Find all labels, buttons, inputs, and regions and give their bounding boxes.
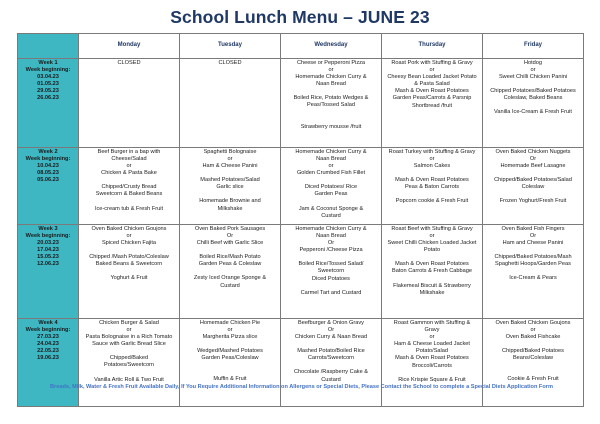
menu-line: Custard [321,212,341,219]
menu-line: Carmel Tart and Custard [300,289,362,296]
menu-line: Roast Beef with Stuffing & Gravy [391,226,473,232]
menu-spacer [80,268,178,275]
menu-spacer [181,369,279,376]
menu-cell-wednesday [281,225,382,319]
menu-line: Custard [220,282,240,289]
menu-line: Chicken Burger & Salad [99,320,159,326]
week-date: 24.04.23 [37,341,59,348]
day-header-friday: Friday [483,34,584,59]
menu-line: Potatoes/Sweetcorn [103,362,155,369]
menu-line: Roast Turkey with Stuffing & Gravy [388,149,476,155]
menu-line: Baton Carrots & Fresh Cabbage [392,268,472,275]
menu-line: CLOSED [218,60,242,66]
menu-line: CLOSED [117,60,141,66]
menu-line: Diced Potatoes [312,275,350,282]
menu-line: Mash & Oven Roast Potatoes [395,355,469,362]
menu-line: Mash & Oven Roast Potatoes [395,88,469,95]
menu-spacer [282,110,380,117]
menu-line: Chipped/Crusty Bread [101,184,157,191]
menu-line: Garden Peas/Carrots & Parsnip [392,95,472,102]
menu-line: or [328,67,334,74]
menu-spacer [484,369,582,376]
menu-cell-monday [79,319,180,407]
menu-line: Vanilla Artic Roll & Two Fruit [94,376,164,383]
menu-line: Mashed Potatoes/Salad [200,177,260,184]
menu-cell-friday [483,225,584,319]
menu-spacer [282,341,380,348]
menu-spacer [383,254,481,261]
week-date: 15.05.23 [37,254,59,261]
week-date: 03.04.23 [37,74,59,81]
week-beginning-label: Week beginning: [25,67,71,74]
menu-line: Jam & Coconut Sponge & [298,205,364,212]
menu-line: Golden Crumbed Fish Fillet [296,170,366,177]
menu-spacer [181,268,279,275]
menu-line: Mash & Oven Roast Potatoes [395,261,469,268]
day-header-tuesday: Tuesday [180,34,281,59]
menu-spacer [181,170,279,177]
menu-spacer [80,370,178,377]
menu-cell-thursday [382,59,483,148]
menu-line: Naan Bread [316,156,346,163]
menu-line: Popcorn cookie & Fresh Fruit [395,198,469,205]
menu-cell-friday [483,319,584,407]
menu-line: or [429,156,435,163]
menu-line: Garden Peas/Coleslaw [201,355,259,362]
menu-line: Cheesy Bean Loaded Jacket Potato [387,74,477,81]
menu-line: or [429,233,435,240]
menu-line: & Pasta Salad [414,81,450,88]
menu-line: Or [529,233,537,240]
menu-line: Mashed Potato/Boiled Rice [297,348,365,355]
menu-line: Chipped/Baked Potatoes [502,348,564,355]
menu-line: or [328,163,334,170]
menu-line: Carrots/Sweetcorn [307,355,355,362]
week-date: 27.03.23 [37,334,59,341]
menu-line: or [530,67,536,74]
menu-line: Coleslaw [521,184,545,191]
menu-line: Peas/Tossed Salad [307,102,355,109]
menu-line: Peas & Baton Carrots [404,184,460,191]
menu-line: Spiced Chicken Fajita [101,240,157,247]
menu-spacer [282,88,380,95]
menu-line: Strawberry mousse /fruit [300,123,362,130]
menu-line: Boiled Rice/Mash Potato [199,254,261,261]
menu-spacer [484,247,582,254]
menu-line: Broccoli/Carrots [412,362,452,369]
menu-spacer [282,362,380,369]
menu-spacer [181,341,279,348]
menu-line: Spaghetti Bolognaise [203,149,257,155]
menu-cell-wednesday [281,59,382,148]
menu-line: Chicken & Pasta Bake [101,170,157,177]
menu-spacer [181,247,279,254]
menu-spacer [484,81,582,88]
menu-line: Cheese or Pepperoni Pizza [296,60,366,66]
menu-line: Pepperoni /Cheese Pizza [299,247,363,254]
header-row [18,34,584,59]
page-title: School Lunch Menu – JUNE 23 [170,7,430,27]
week-date: 19.06.23 [37,355,59,362]
menu-line: or [530,327,536,334]
week-label-cell [18,225,79,319]
menu-line: Mash & Oven Roast Potatoes [395,177,469,184]
menu-line: Chipped Potatoes/Baked Potatoes [490,88,576,95]
menu-spacer [484,341,582,348]
menu-cell-tuesday [180,319,281,407]
menu-spacer [80,348,178,355]
week-label: Week 2 [38,149,58,155]
day-header-thursday: Thursday [382,34,483,59]
menu-spacer [80,177,178,184]
menu-line: Yoghurt & Fruit [110,275,148,282]
week-beginning-label: Week beginning: [25,327,71,334]
menu-line: Pasta Bolognaise in a Rich Tomato [85,334,173,341]
footer-note: Breads, Milk, Water & Fresh Fruit Available Daily, If You Require Additional Information on Allergens or Special Diets, Please Contact the School to complete a Special Diets Application Form [50,384,553,390]
week-date: 20.03.23 [37,240,59,247]
menu-spacer [484,191,582,198]
menu-line: Chipped/Baked Potatoes/Mash [494,254,572,261]
menu-spacer [80,199,178,206]
menu-line: Gravy [424,327,440,334]
menu-line: Homemade Chicken Pie [199,320,261,326]
menu-spacer [282,283,380,290]
menu-cell-monday [79,59,180,148]
menu-line: Homemade Chicken Curry & [295,226,367,232]
menu-line: Beans/Coleslaw [512,355,554,362]
menu-line: Muffin & Fruit [213,376,247,383]
menu-line: Zesty Iced Orange Sponge & [193,275,267,282]
menu-line: or [429,334,435,341]
menu-spacer [383,170,481,177]
menu-cell-tuesday [180,148,281,225]
menu-spacer [484,362,582,369]
menu-line: Chicken Curry & Naan Bread [294,334,368,341]
menu-line: Potato/Salad [415,348,449,355]
menu-line: Custard [321,376,341,383]
menu-line: Chocolate /Raspberry Cake & [294,369,368,376]
week-date: 26.06.23 [37,95,59,102]
menu-cell-thursday [382,225,483,319]
menu-line: Rice Krispie Square & Fruit [398,376,466,383]
menu-line: Homemade Brownie and [199,198,261,205]
menu-line: Garlic slice [216,184,244,191]
menu-cell-friday [483,148,584,225]
menu-spacer [80,247,178,254]
menu-cell-tuesday [180,59,281,148]
menu-line: Or [529,156,537,163]
menu-line: or [126,233,132,240]
menu-spacer [484,102,582,109]
menu-cell-tuesday [180,225,281,319]
menu-line: Shortbread /fruit [411,102,453,109]
menu-line: or [429,67,435,74]
menu-spacer [484,268,582,275]
week-date: 08.05.23 [37,170,59,177]
menu-spacer [282,117,380,124]
menu-line: Sauce with Garlic Bread Slice [92,341,166,348]
menu-line: Oven Baked Fish Fingers [501,226,565,232]
menu-line: Chipped/Baked Potatoes/Salad [494,177,572,184]
menu-cell-friday [483,59,584,148]
menu-line: Homemade Beef Lasagne [500,163,566,170]
menu-line: or [227,327,233,334]
week-date: 22.05.23 [37,348,59,355]
menu-table [17,33,584,407]
menu-line: Sweet Chilli Chicken Panini [498,74,568,81]
menu-line: or [126,163,132,170]
menu-line: Homemade Chicken Curry & [295,149,367,155]
menu-line: Milkshake [217,205,243,212]
week-date: 17.04.23 [37,247,59,254]
menu-line: Roast Gammon with Stuffing & [393,320,471,326]
menu-line: Boiled Rice, Potato Wedges & [293,95,369,102]
menu-cell-monday [79,225,180,319]
week-date: 10.04.23 [37,163,59,170]
menu-line: Hotdog [523,60,543,66]
week-label: Week 3 [38,226,58,232]
week-row [18,225,584,319]
menu-spacer [484,170,582,177]
menu-line: Flakemeal Biscuit & Strawberry [393,282,471,289]
corner-cell [18,34,79,59]
menu-line: Garden Peas [314,191,348,198]
menu-line: Salmon Cakes [413,163,451,170]
day-header-monday: Monday [79,34,180,59]
menu-line: Cookie & Fresh Fruit [507,376,559,383]
menu-line: Beef Burger in a bap with [97,149,161,155]
menu-spacer [282,177,380,184]
menu-line: Ice-Cream & Pears [509,275,557,282]
menu-line: Margherita Pizza slice [202,334,258,341]
menu-line: Or [226,233,234,240]
menu-line: or [126,327,132,334]
menu-line: Chilli Beef with Garlic Slice [196,240,264,247]
week-row [18,148,584,225]
menu-line: Naan Bread [316,233,346,240]
menu-line: Chipped/Baked [109,355,149,362]
menu-spacer [383,276,481,283]
menu-line: Potato [423,247,441,254]
menu-line: Coleslaw, Baked Beans [503,95,563,102]
menu-line: Boiled Rice/Tossed Salad/ [298,261,364,268]
week-date: 05.06.23 [37,177,59,184]
menu-line: Oven Baked Chicken Goujons [495,320,571,326]
menu-cell-wednesday [281,148,382,225]
menu-line: Spaghetti Hoops/Garden Peas [495,261,571,268]
menu-line: Homemade Chicken Curry & [295,74,367,81]
menu-line: Oven Baked Pork Sausages [194,226,266,232]
week-row [18,59,584,148]
menu-line: Sweetcorn [317,268,345,275]
menu-line: Ham & Cheese Loaded Jacket [394,341,470,348]
menu-line: Wedged/Mashed Potatoes [197,348,263,355]
menu-line: Frozen Yoghurt/Fresh Fruit [499,198,567,205]
menu-spacer [181,362,279,369]
menu-line: Vanilla Ice-Cream & Fresh Fruit [494,109,572,116]
menu-cell-thursday [382,319,483,407]
menu-line: Oven Baked Fishcake [505,334,561,341]
menu-line: Diced Potatoes/ Rice [304,184,358,191]
menu-spacer [282,254,380,261]
week-date: 01.05.23 [37,81,59,88]
menu-line: Or [327,240,335,247]
week-date: 29.05.23 [37,88,59,95]
menu-line: Ham & Cheese Panini [202,163,258,170]
menu-line: Cheese/Salad [111,156,147,163]
menu-spacer [282,199,380,206]
menu-line: Baked Beans & Sweetcorn [95,261,163,268]
menu-line: Sweet Chilli Chicken Loaded Jacket [387,240,477,247]
menu-line: or [227,156,233,163]
week-label: Week 4 [38,320,58,326]
day-header-wednesday: Wednesday [281,34,382,59]
menu-line: Garden Peas & Coleslaw [198,261,262,268]
menu-spacer [383,370,481,377]
week-label: Week 1 [38,60,58,66]
week-label-cell [18,319,79,407]
menu-spacer [383,191,481,198]
week-date: 12.06.23 [37,261,59,268]
week-row [18,319,584,407]
menu-line: Ice-cream tub & Fresh Fruit [94,205,164,212]
menu-line: Roast Pork with Stuffing & Gravy [391,60,473,66]
menu-cell-monday [79,148,180,225]
week-beginning-label: Week beginning: [25,156,71,163]
week-beginning-label: Week beginning: [25,233,71,240]
menu-line: Milkshake [419,289,445,296]
menu-line: Oven Baked Chicken Goujons [91,226,167,232]
menu-line: Or [327,327,335,334]
menu-cell-wednesday [281,319,382,407]
menu-line: Ham and Cheese Panini [502,240,564,247]
week-label-cell [18,59,79,148]
menu-line: Oven Baked Chicken Nuggets [495,149,571,155]
menu-cell-thursday [382,148,483,225]
menu-line: Naan Bread [316,81,346,88]
menu-spacer [181,191,279,198]
menu-line: Chipped /Mash Potato/Coleslaw [89,254,169,261]
menu-line: Beefburger & Onion Gravy [298,320,364,326]
menu-line: Sweetcorn & Baked Beans [95,191,163,198]
week-label-cell [18,148,79,225]
